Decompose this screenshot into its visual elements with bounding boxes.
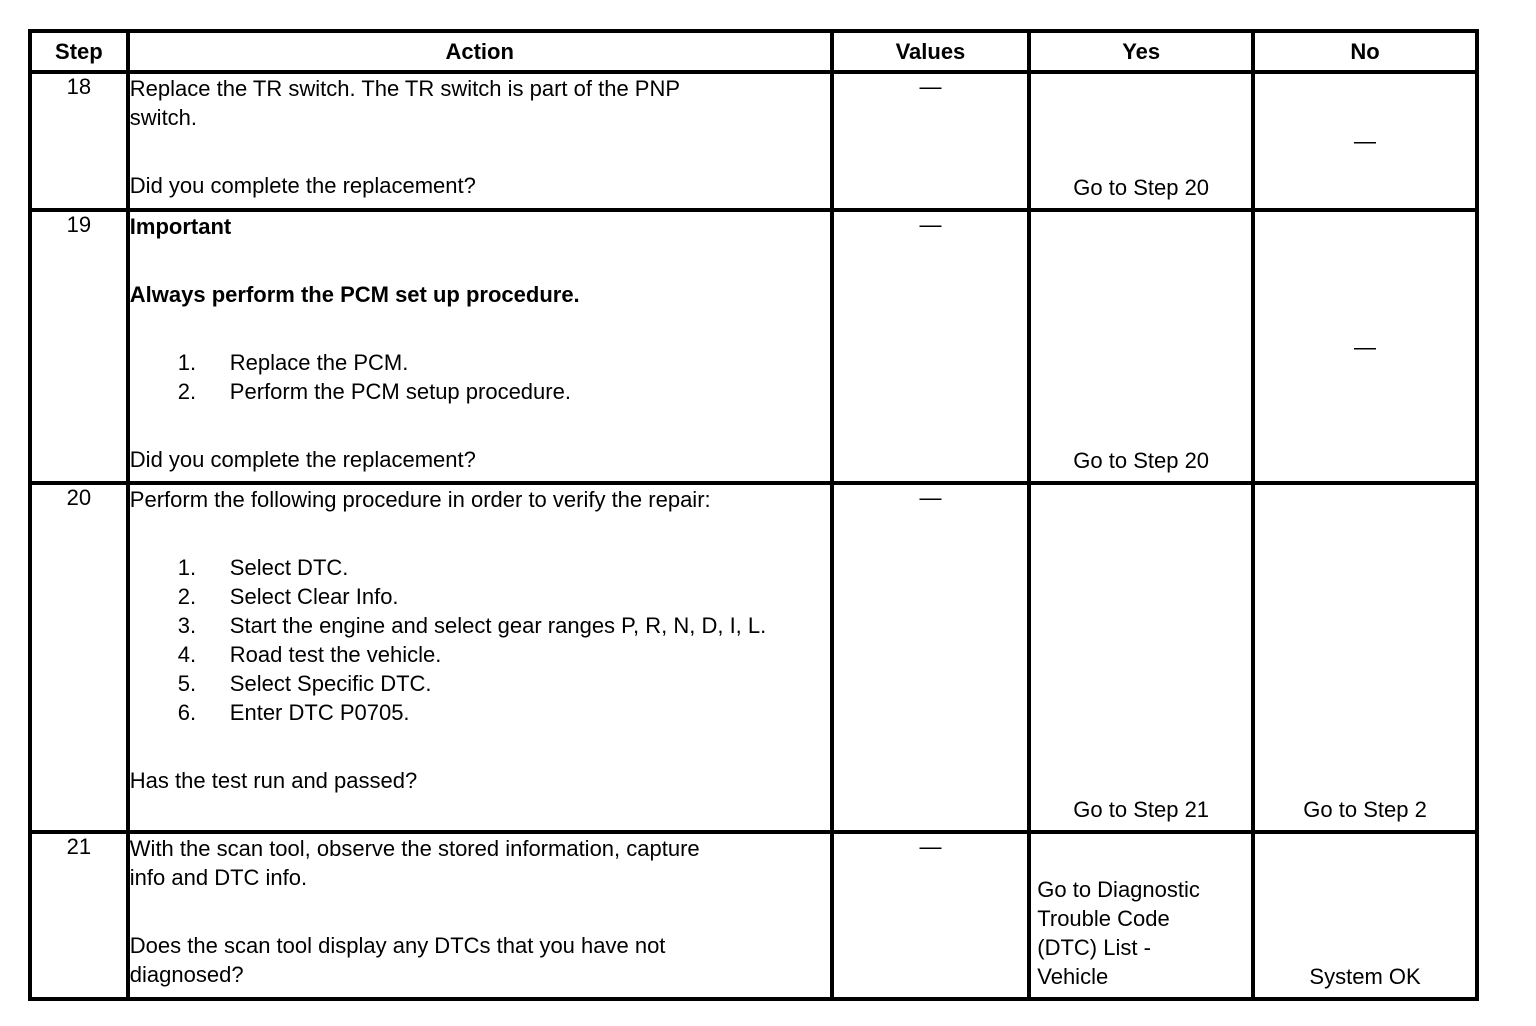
values-cell: —	[832, 483, 1030, 832]
no-value: —	[1354, 334, 1377, 359]
action-question: diagnosed?	[129, 962, 244, 987]
no-cell	[1253, 832, 1477, 999]
yes-link-text: Go to Step 20	[1073, 175, 1210, 200]
list-item: 4. Road test the vehicle.	[177, 642, 442, 667]
list-item: 2. Perform the PCM setup procedure.	[177, 379, 571, 404]
table-row-step-19	[30, 210, 1477, 483]
action-question: Has the test run and passed?	[129, 768, 418, 793]
header-step: Step	[30, 31, 128, 72]
action-question: Does the scan tool display any DTCs that you have not	[129, 933, 666, 958]
values-cell: —	[832, 210, 1030, 483]
yes-cell	[1029, 210, 1253, 483]
step-number: 18	[30, 72, 128, 210]
yes-link-text: Go to Diagnostic Trouble Code (DTC) List - Vehicle	[1037, 877, 1200, 989]
no-result-text: System OK	[1309, 964, 1421, 989]
no-value: —	[1354, 128, 1377, 154]
yes-link-text: Go to Step 21	[1073, 797, 1210, 822]
no-cell	[1253, 72, 1477, 210]
action-text: switch.	[129, 105, 198, 130]
procedure-list	[130, 553, 830, 727]
table-row-step-20	[30, 483, 1477, 832]
action-cell	[128, 72, 832, 210]
no-cell	[1253, 483, 1477, 832]
values-cell: —	[832, 832, 1030, 999]
diagnostic-table	[28, 29, 1479, 1001]
list-item: 3. Start the engine and select gear ranges P, R, N, D, I, L.	[177, 613, 767, 638]
header-action: Action	[128, 31, 832, 72]
no-cell	[1253, 210, 1477, 483]
no-link-text: Go to Step 2	[1303, 797, 1427, 822]
important-text: Always perform the PCM set up procedure.	[129, 282, 580, 307]
action-question: Did you complete the replacement?	[129, 447, 476, 472]
procedure-list	[130, 348, 830, 406]
action-text: With the scan tool, observe the stored information, capture	[129, 836, 700, 861]
step-number: 19	[30, 210, 128, 483]
action-text: info and DTC info.	[129, 865, 308, 890]
action-intro: Perform the following procedure in order to verify the repair:	[129, 487, 711, 512]
table-row-step-21	[30, 832, 1477, 999]
list-item: 5. Select Specific DTC.	[177, 671, 432, 696]
yes-cell	[1029, 72, 1253, 210]
table-row-step-18	[30, 72, 1477, 210]
list-item: 1. Select DTC.	[177, 555, 349, 580]
yes-link-text: Go to Step 20	[1073, 448, 1210, 473]
important-label: Important	[129, 214, 232, 239]
action-text: Replace the TR switch. The TR switch is part of the PNP	[129, 76, 681, 101]
action-cell	[128, 210, 832, 483]
list-item: 2. Select Clear Info.	[177, 584, 399, 609]
action-cell	[128, 832, 832, 999]
header-row	[30, 31, 1477, 72]
list-item: 1. Replace the PCM.	[177, 350, 409, 375]
yes-cell	[1029, 483, 1253, 832]
action-cell	[128, 483, 832, 832]
list-item: 6. Enter DTC P0705.	[177, 700, 410, 725]
header-values: Values	[832, 31, 1030, 72]
step-number: 21	[30, 832, 128, 999]
values-cell: —	[832, 72, 1030, 210]
action-question: Did you complete the replacement?	[129, 173, 476, 198]
header-no: No	[1253, 31, 1477, 72]
step-number: 20	[30, 483, 128, 832]
header-yes: Yes	[1029, 31, 1253, 72]
yes-cell	[1029, 832, 1253, 999]
